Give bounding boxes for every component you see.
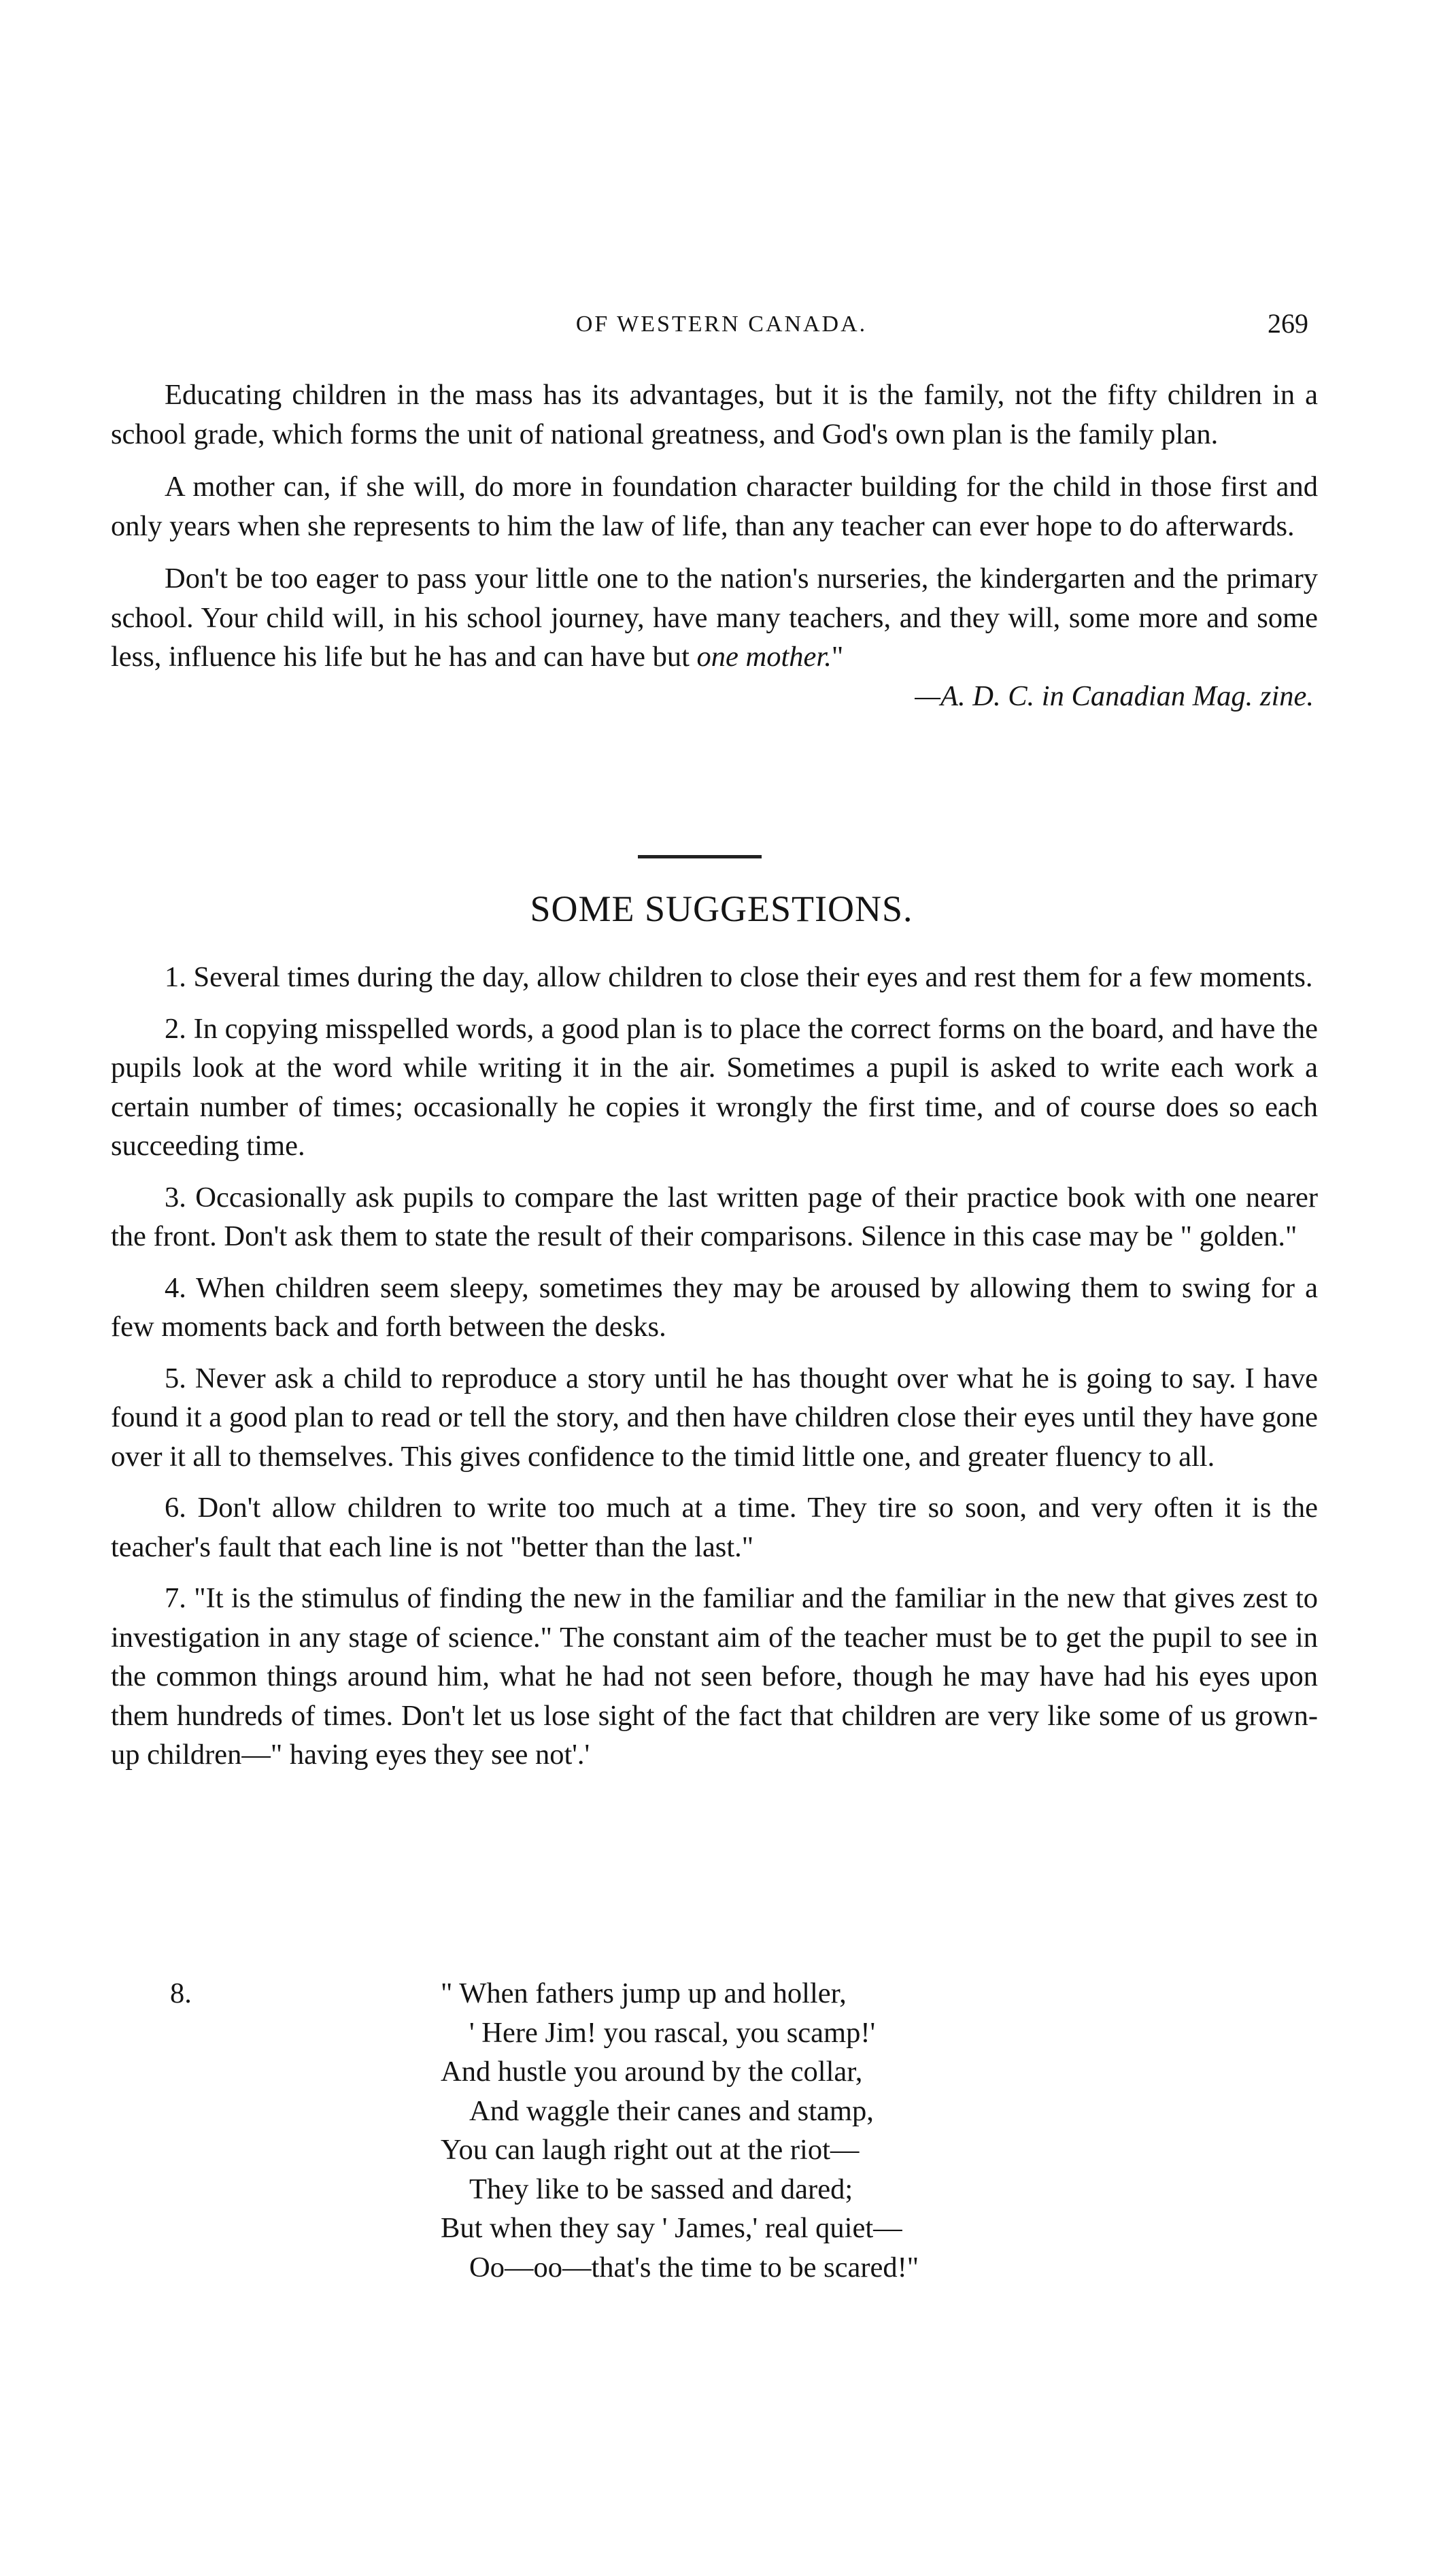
poem-line: And waggle their canes and stamp,: [469, 2094, 874, 2127]
intro-paragraph: Educating children in the mass has its advantages, but it is the family, not the fifty children in a school grade, which forms the unit of national greatness, and God's own plan is the family plan.: [111, 379, 1318, 450]
intro-paragraph: A mother can, if she will, do more in foundation character building for the child in those first and only years when she represents to him the law of life, than any teacher can ever hope to do afterwards.: [111, 471, 1318, 542]
poem-line: " When fathers jump up and holler,: [441, 1977, 847, 2009]
intro-paragraph-quote: [111, 559, 1318, 677]
poem-line: Oo—oo—that's the time to be scared!": [469, 2251, 919, 2284]
section-heading: SOME SUGGESTIONS.: [530, 888, 913, 929]
poem-line: ' Here Jim! you rascal, you scamp!': [469, 2016, 876, 2049]
list-item: 5. Never ask a child to reproduce a story until he has thought over what he is going to say. I have found it a good plan to read or tell the story, and then have children close their eyes until they have gone over it all to themselves. This gives confidence to the timid little one, and greater fluency to all.: [111, 1362, 1318, 1473]
page-header: [0, 308, 1443, 352]
list-item: 3. Occasionally ask pupils to compare the last written page of their practice book with one nearer the front. Don't ask them to state the result of their comparisons. Silence in this case may be " golden.": [111, 1181, 1318, 1252]
quote-emphasis: one mother.: [696, 641, 832, 673]
intro-section: [111, 375, 1318, 729]
poem-line: But when they say ' James,' real quiet—: [441, 2212, 902, 2244]
list-item: 4. When children seem sleepy, sometimes they may be aroused by allowing them to swing for a few moments back and forth between the desks.: [111, 1271, 1318, 1343]
poem-number: 8.: [170, 1977, 192, 2009]
poem-line: They like to be sassed and dared;: [469, 2173, 853, 2205]
running-title: OF WESTERN CANADA.: [575, 312, 868, 337]
quote-close: ": [831, 641, 844, 673]
list-item: 1. Several times during the day, allow children to close their eyes and rest them for a few moments.: [165, 961, 1313, 993]
poem-line: You can laugh right out at the riot—: [441, 2134, 860, 2166]
list-item: 2. In copying misspelled words, a good plan is to place the correct forms on the board, and have the pupils look at the word while writing it in the air. Sometimes a pupil is asked to write each work a certain number of times; occasionally he copies it wrongly the first time, and of course does so each succeeding time.: [111, 1012, 1318, 1162]
section-divider: [638, 855, 762, 858]
suggestions-list: [111, 958, 1318, 1787]
page-number: 269: [1268, 308, 1308, 339]
poem-line: And hustle you around by the collar,: [441, 2056, 863, 2088]
list-item: 6. Don't allow children to write too much at a time. They tire so soon, and very often it is the teacher's fault that each line is not "better than the last.": [111, 1492, 1318, 1563]
quote-text: Don't be too eager to pass your little one to the nation's nurseries, the kindergarten and the primary school. Your child will, in his school journey, have many teachers, and they will, some more and some less, influence his life but he has and can have but: [111, 563, 1318, 673]
attribution: —A. D. C. in Canadian Mag. zine.: [915, 680, 1314, 712]
list-item: 7. "It is the stimulus of finding the new in the familiar and the familiar in the new that gives zest to investigation in any stage of science." The constant aim of the teacher must be to get the pupil to see in the common things around him, what he had not seen before, though he may have had his eyes upon them hundreds of times. Don't let us lose sight of the fact that children are very like some of us grown-up children—" having eyes they see not'.': [111, 1582, 1318, 1771]
poem: [441, 1974, 919, 2287]
